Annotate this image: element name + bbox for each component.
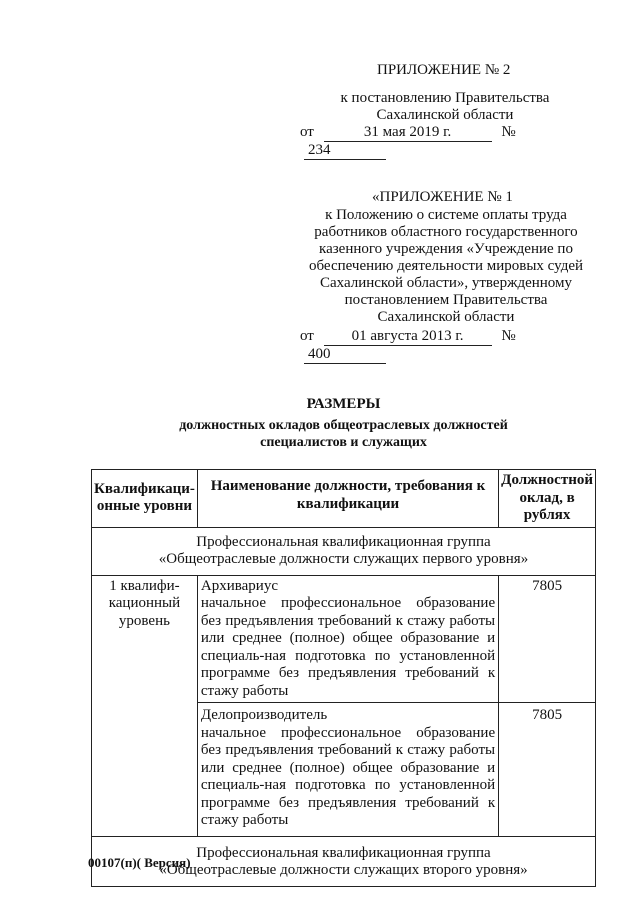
- group-2-line1: Профессиональная квалификационная группа: [196, 844, 491, 861]
- position-cell: [197, 575, 498, 703]
- header-salary: Должностной оклад, в рублях: [499, 470, 596, 528]
- position-title: Архивариус: [200, 577, 278, 594]
- level-line3: уровень: [118, 612, 170, 629]
- appendix-2-number: 234: [304, 142, 386, 160]
- from-label: от: [300, 328, 314, 344]
- group-1-line1: Профессиональная квалификационная группа: [196, 533, 491, 550]
- salary-cell: 7805: [499, 703, 596, 837]
- from-label: от: [300, 124, 314, 140]
- number-label: №: [501, 328, 516, 344]
- table-row: [92, 575, 596, 703]
- salary-cell: 7805: [499, 575, 596, 703]
- position-requirements: начальное профессиональное образование без предъявления требований к стажу работы или среднее (полное) общее образование и специаль-ная подготовка по установленной программе без предъявления требований к стажу работы: [200, 724, 496, 828]
- header-position-requirements: Наименование должности, требования к квалификации: [197, 470, 498, 528]
- appendix-2-date: 31 мая 2019 г.: [324, 124, 492, 142]
- appendix-1-line: Сахалинской области», утвержденному: [319, 275, 573, 291]
- appendix-1-line: к Положению о системе оплаты труда: [325, 207, 567, 223]
- appendix-1-date: 01 августа 2013 г.: [324, 328, 492, 346]
- appendix-1-title: «ПРИЛОЖЕНИЕ № 1: [372, 189, 513, 205]
- appendix-2-line1: к постановлению Правительства: [340, 90, 550, 106]
- header-qualification-levels: Квалификаци-онные уровни: [92, 470, 198, 528]
- doc-title-line1: РАЗМЕРЫ: [306, 396, 381, 412]
- position-title: Делопроизводитель: [200, 707, 328, 723]
- number-label: №: [501, 124, 516, 140]
- level-line2: кационный: [108, 595, 181, 611]
- appendix-1-line: казенного учреждения «Учреждение по: [319, 241, 573, 257]
- group-2-line2: «Общеотраслевые должности служащих второго уровня»: [159, 862, 528, 878]
- appendix-1-line: постановлением Правительства: [344, 292, 548, 308]
- appendix-1-line: работников областного государственного: [314, 224, 578, 240]
- doc-title-line3: специалистов и служащих: [260, 435, 427, 450]
- appendix-2-title: ПРИЛОЖЕНИЕ № 2: [377, 62, 511, 78]
- appendix-1-line: Сахалинской области: [377, 309, 515, 325]
- appendix-1-date-row: [300, 328, 600, 364]
- level-cell: [92, 575, 198, 836]
- appendix-1-line: обеспечению деятельности мировых судей: [308, 258, 584, 274]
- appendix-2-line2: Сахалинской области: [376, 107, 514, 123]
- appendix-1-body: [293, 207, 599, 326]
- salary-table: [91, 469, 596, 887]
- document-code: 00107(п)( Версия): [88, 855, 191, 870]
- group-1-line2: «Общеотраслевые должности служащих первого уровня»: [158, 551, 529, 567]
- level-line1: 1 квалифи-: [109, 577, 180, 594]
- group-row: [92, 527, 596, 575]
- appendix-2-date-row: [300, 124, 600, 160]
- appendix-1-number: 400: [304, 346, 386, 364]
- table-header-row: [92, 470, 596, 528]
- position-requirements: начальное профессиональное образование без предъявления требований к стажу работы или среднее (полное) общее образование и специаль-ная подготовка по установленной программе без предъявления требований к стажу работы: [200, 595, 496, 699]
- position-cell: [197, 703, 498, 837]
- group-1-cell: [92, 527, 596, 575]
- doc-title-line2: должностных окладов общеотраслевых должностей: [179, 418, 508, 433]
